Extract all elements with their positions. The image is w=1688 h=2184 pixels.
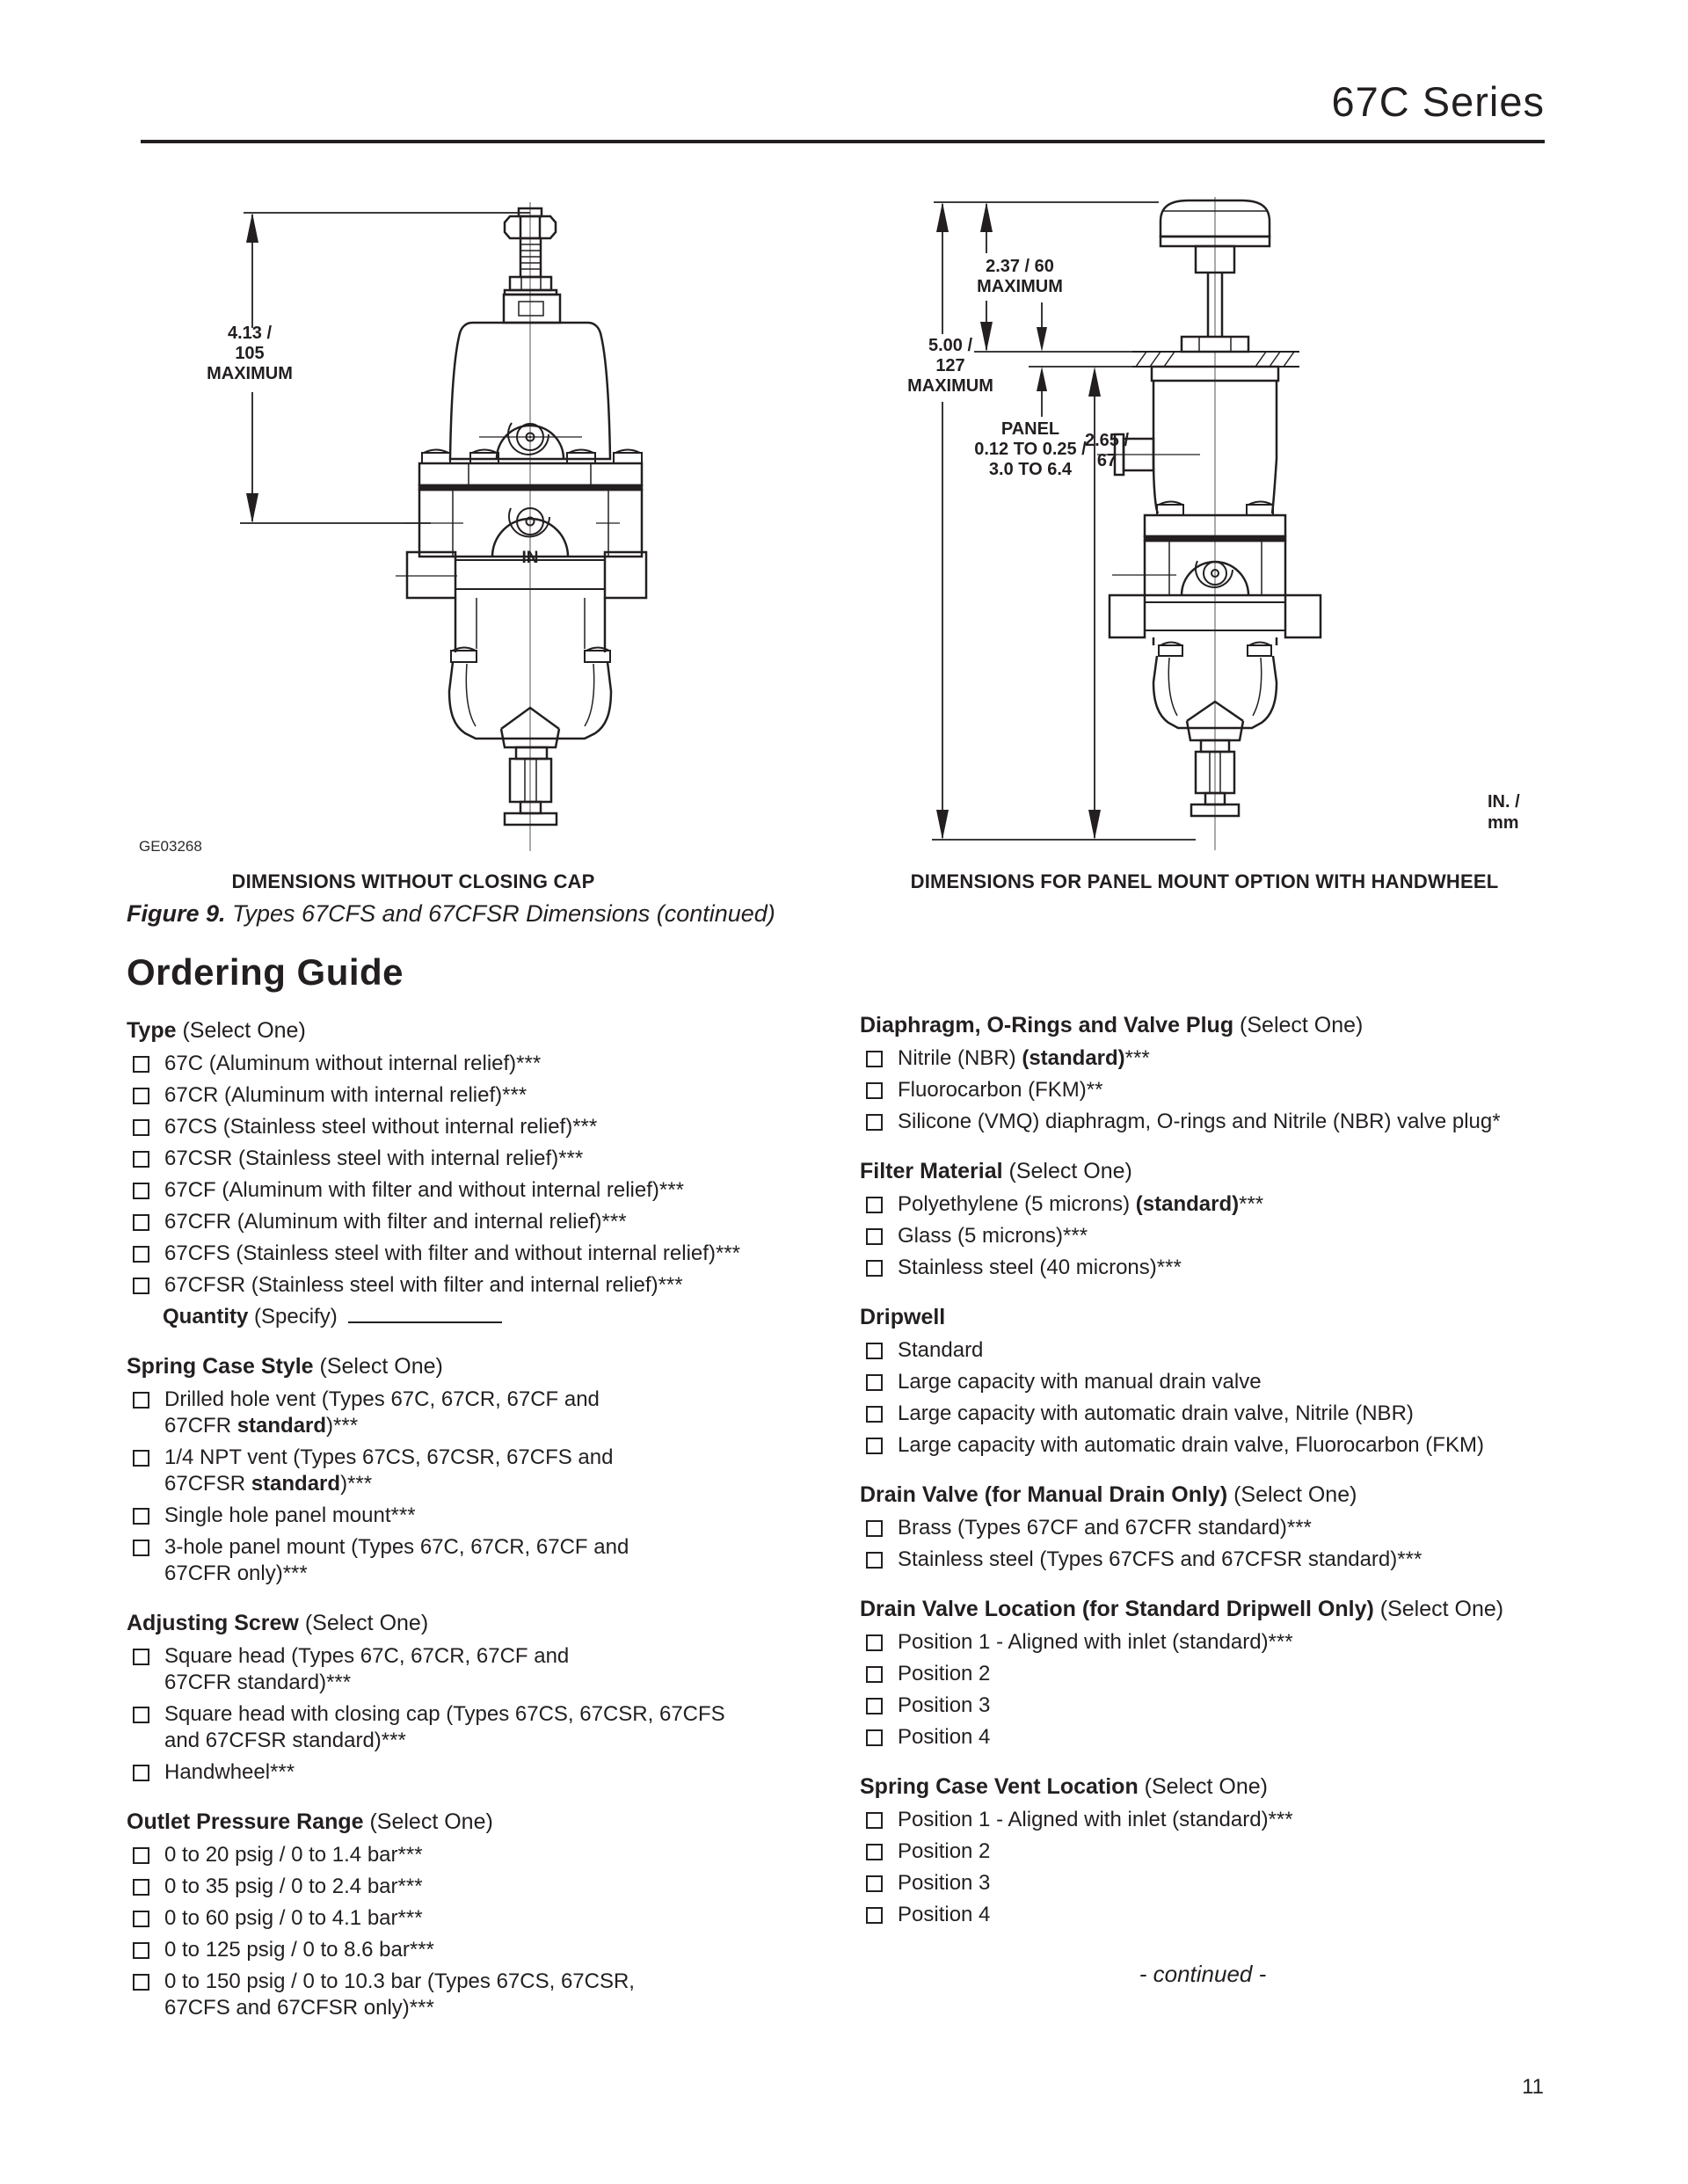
option-checkbox[interactable] — [133, 1392, 149, 1409]
option-checkbox[interactable] — [866, 1374, 883, 1391]
item-text-segment: *** — [1124, 1046, 1150, 1070]
item-text-segment: standard — [251, 1472, 341, 1496]
item-text-segment: 0 to 125 psig / 0 to 8.6 bar*** — [164, 1938, 434, 1962]
page-number: 11 — [1522, 2075, 1544, 2099]
section-filter-material — [860, 1157, 1581, 1284]
continued-note: - continued - — [1139, 1961, 1267, 1987]
item-text-segment: Large capacity with automatic drain valve, Nitrile (NBR) — [898, 1401, 1414, 1425]
option-row — [860, 1867, 1581, 1899]
item-text-segment: Square head (Types 67C, 67CR, 67CF and — [164, 1644, 570, 1668]
option-label — [898, 1515, 1312, 1541]
option-label — [164, 1146, 583, 1172]
section-heading — [860, 1773, 1581, 1801]
option-checkbox[interactable] — [133, 1942, 149, 1959]
option-checkbox[interactable] — [866, 1875, 883, 1892]
option-row — [127, 1238, 839, 1270]
section-heading — [860, 1157, 1581, 1185]
item-text-segment: Single hole panel mount*** — [164, 1503, 416, 1527]
section-title: Diaphragm, O-Rings and Valve Plug — [860, 1013, 1234, 1037]
section-qualifier: (Select One) — [313, 1354, 443, 1379]
option-row — [860, 1189, 1581, 1220]
option-row — [860, 1430, 1581, 1461]
section-qualifier: (Select One) — [298, 1611, 429, 1635]
item-text-segment: Position 4 — [898, 1903, 991, 1926]
option-row — [860, 1836, 1581, 1867]
left-drawing-caption: DIMENSIONS WITHOUT CLOSING CAP — [231, 870, 595, 892]
option-label — [164, 1209, 627, 1235]
option-row — [860, 1544, 1581, 1576]
option-row — [860, 1899, 1581, 1931]
option-label — [164, 1082, 527, 1109]
item-text-segment: Standard — [898, 1338, 984, 1362]
option-checkbox[interactable] — [866, 1812, 883, 1829]
item-text-segment: 0 to 35 psig / 0 to 2.4 bar*** — [164, 1875, 423, 1898]
option-label — [164, 1969, 635, 2021]
option-label — [164, 1445, 613, 1497]
item-text-segment: Nitrile (NBR) — [898, 1046, 1022, 1070]
item-text-segment: Drilled hole vent (Types 67C, 67CR, 67CF and — [164, 1387, 600, 1411]
option-label — [164, 1701, 725, 1754]
item-text-segment: 67CSR (Stainless steel with internal relief)*** — [164, 1147, 584, 1170]
section-heading — [127, 1352, 839, 1380]
section-qualifier: (Select One) — [1373, 1597, 1504, 1621]
option-label — [164, 1177, 684, 1204]
ordering-guide-right-column — [860, 1011, 1581, 1950]
section-qualifier: (Select One) — [363, 1809, 493, 1834]
drawing-panel-mount-handwheel — [897, 195, 1547, 855]
quantity-line — [163, 1301, 839, 1333]
option-row — [860, 1398, 1581, 1430]
item-text-segment: Stainless steel (40 microns)*** — [898, 1256, 1182, 1279]
option-checkbox[interactable] — [133, 1151, 149, 1168]
option-label — [164, 1503, 416, 1529]
item-text-segment: Position 4 — [898, 1725, 991, 1749]
section-title: Dripwell — [860, 1305, 946, 1329]
option-row — [127, 1934, 839, 1966]
option-label — [898, 1432, 1484, 1459]
option-checkbox[interactable] — [133, 1540, 149, 1556]
item-text-segment: Large capacity with manual drain valve — [898, 1370, 1262, 1394]
option-checkbox[interactable] — [866, 1907, 883, 1924]
option-label — [164, 1387, 600, 1439]
option-row — [127, 1143, 839, 1175]
item-text-segment: (standard) — [1022, 1046, 1125, 1070]
item-text-segment: Fluorocarbon (FKM)** — [898, 1078, 1103, 1102]
section-qualifier: (Select One) — [1227, 1482, 1357, 1507]
section-title: Adjusting Screw — [127, 1611, 299, 1635]
section-dripwell — [860, 1303, 1581, 1461]
drawing-without-closing-cap — [141, 200, 668, 855]
option-row — [860, 1804, 1581, 1836]
section-spring-case-vent-location — [860, 1773, 1581, 1931]
item-text-segment: 67CFR (Aluminum with filter and internal relief)*** — [164, 1210, 627, 1234]
item-text-segment: 67C (Aluminum without internal relief)*** — [164, 1052, 542, 1075]
item-text-segment: 67CFR — [164, 1414, 237, 1438]
option-label — [164, 1937, 434, 1963]
page-title: 67C Series — [1331, 78, 1545, 125]
section-type — [127, 1016, 839, 1333]
item-text-segment: and 67CFSR standard)*** — [164, 1729, 406, 1752]
option-checkbox[interactable] — [133, 1847, 149, 1864]
option-row — [127, 1270, 839, 1301]
ordering-guide-left-column — [127, 1016, 839, 2043]
section-heading — [127, 1808, 839, 1836]
option-row — [127, 1903, 839, 1934]
option-checkbox[interactable] — [866, 1051, 883, 1067]
figure-caption-number: Figure 9. — [127, 900, 226, 927]
item-text-segment: 67CR (Aluminum with internal relief)*** — [164, 1083, 528, 1107]
option-label — [898, 1807, 1293, 1833]
option-row — [860, 1335, 1581, 1366]
option-checkbox[interactable] — [133, 1088, 149, 1104]
section-spring-case-style — [127, 1352, 839, 1590]
figure-caption — [127, 900, 775, 928]
option-row — [860, 1722, 1581, 1753]
option-row — [127, 1641, 839, 1699]
section-outlet-pressure-range — [127, 1808, 839, 2024]
drawing-code: GE03268 — [139, 838, 202, 855]
option-row — [127, 1532, 839, 1590]
option-row — [127, 1699, 839, 1757]
section-title: Drain Valve (for Manual Drain Only) — [860, 1482, 1228, 1507]
dim-handwheel-height: 2.37 / 60 MAXIMUM — [977, 257, 1063, 296]
option-label — [898, 1870, 990, 1896]
option-checkbox[interactable] — [866, 1114, 883, 1131]
quantity-blank-field[interactable] — [348, 1307, 502, 1323]
item-text-segment: Square head with closing cap (Types 67CS, 67CSR, 67CFS — [164, 1702, 725, 1726]
item-text-segment: (Specify) — [248, 1305, 344, 1329]
option-label — [898, 1693, 990, 1719]
section-title: Filter Material — [860, 1159, 1003, 1183]
section-title: Outlet Pressure Range — [127, 1809, 364, 1834]
figure-caption-text: Types 67CFS and 67CFSR Dimensions (continued) — [225, 900, 775, 927]
section-drain-valve-location-for-standard-dripwe — [860, 1595, 1581, 1753]
item-text-segment: 67CS (Stainless steel without internal relief)*** — [164, 1115, 598, 1139]
option-checkbox[interactable] — [133, 1649, 149, 1665]
option-checkbox[interactable] — [866, 1228, 883, 1245]
option-row — [127, 1839, 839, 1871]
option-label — [898, 1337, 983, 1364]
option-row — [127, 1500, 839, 1532]
option-row — [860, 1658, 1581, 1690]
option-row — [127, 1048, 839, 1080]
item-text-segment: standard — [236, 1414, 327, 1438]
option-label — [164, 1051, 541, 1077]
item-text-segment: 67CFS (Stainless steel with filter and without internal relief)*** — [164, 1241, 740, 1265]
option-row — [127, 1757, 839, 1788]
option-row — [860, 1690, 1581, 1722]
option-label — [898, 1369, 1262, 1395]
option-row — [127, 1442, 839, 1500]
option-checkbox[interactable] — [866, 1406, 883, 1423]
option-checkbox[interactable] — [866, 1698, 883, 1714]
option-row — [860, 1366, 1581, 1398]
option-row — [127, 1080, 839, 1111]
dim-total-height: 5.00 / 127 MAXIMUM — [907, 336, 993, 396]
right-drawing-caption: DIMENSIONS FOR PANEL MOUNT OPTION WITH HANDWHEEL — [910, 870, 1499, 892]
option-checkbox[interactable] — [866, 1552, 883, 1569]
option-label — [898, 1401, 1414, 1427]
option-checkbox[interactable] — [133, 1056, 149, 1073]
item-text-segment: 67CFSR — [164, 1472, 251, 1496]
section-heading — [860, 1595, 1581, 1623]
option-label — [164, 1759, 295, 1786]
dim-below-panel: 2.65 / 67 — [1084, 431, 1130, 470]
item-text-segment: 1/4 NPT vent (Types 67CS, 67CSR, 67CFS and — [164, 1445, 614, 1469]
item-text-segment: 67CFR standard)*** — [164, 1671, 352, 1694]
item-text-segment: )*** — [326, 1414, 359, 1438]
option-row — [127, 1384, 839, 1442]
item-text-segment: Large capacity with automatic drain valve, Fluorocarbon (FKM) — [898, 1433, 1484, 1457]
item-text-segment: Polyethylene (5 microns) — [898, 1192, 1136, 1216]
option-label — [898, 1191, 1263, 1218]
item-text-segment: Position 1 - Aligned with inlet (standard)*** — [898, 1630, 1293, 1654]
option-checkbox[interactable] — [133, 1974, 149, 1991]
option-checkbox[interactable] — [866, 1343, 883, 1359]
option-label — [898, 1661, 990, 1687]
option-label — [898, 1902, 990, 1928]
item-text-segment: (standard) — [1135, 1192, 1240, 1216]
item-text-segment: Brass (Types 67CF and 67CFR standard)*** — [898, 1516, 1312, 1540]
option-row — [127, 1111, 839, 1143]
section-heading — [860, 1303, 1581, 1331]
option-checkbox[interactable] — [133, 1508, 149, 1525]
option-checkbox[interactable] — [133, 1214, 149, 1231]
option-label — [898, 1109, 1501, 1135]
item-text-segment: Position 2 — [898, 1662, 991, 1685]
section-heading — [127, 1016, 839, 1045]
option-row — [860, 1627, 1581, 1658]
item-text-segment: 67CF (Aluminum with filter and without internal relief)*** — [164, 1178, 684, 1202]
item-text-segment: 67CFS and 67CFSR only)*** — [164, 1996, 434, 2020]
option-row — [860, 1074, 1581, 1106]
option-row — [860, 1106, 1581, 1138]
section-qualifier: (Select One) — [1233, 1013, 1364, 1037]
option-label — [898, 1838, 990, 1865]
option-label — [898, 1724, 990, 1751]
section-qualifier: (Select One) — [1002, 1159, 1132, 1183]
section-heading — [860, 1011, 1581, 1039]
option-label — [898, 1077, 1102, 1103]
option-checkbox[interactable] — [866, 1634, 883, 1651]
item-text-segment: *** — [1239, 1192, 1264, 1216]
item-text-segment: Position 3 — [898, 1871, 991, 1895]
option-checkbox[interactable] — [133, 1707, 149, 1723]
option-row — [127, 1966, 839, 2024]
item-text-segment: Position 2 — [898, 1839, 991, 1863]
option-label — [898, 1629, 1293, 1656]
item-text-segment: Glass (5 microns)*** — [898, 1224, 1088, 1248]
option-checkbox[interactable] — [133, 1119, 149, 1136]
dim-left-height: 4.13 / 105 MAXIMUM — [207, 324, 293, 383]
section-title: Spring Case Style — [127, 1354, 314, 1379]
option-checkbox[interactable] — [866, 1520, 883, 1537]
units-note: IN. / mm — [1488, 792, 1520, 833]
option-checkbox[interactable] — [866, 1666, 883, 1683]
item-text-segment: Handwheel*** — [164, 1760, 295, 1784]
option-row — [860, 1043, 1581, 1074]
option-checkbox[interactable] — [866, 1260, 883, 1277]
item-text-segment: Quantity — [163, 1305, 249, 1329]
section-qualifier: (Select One) — [176, 1018, 306, 1043]
option-checkbox[interactable] — [133, 1278, 149, 1294]
option-label — [898, 1223, 1088, 1249]
item-text-segment: Position 3 — [898, 1693, 991, 1717]
option-row — [127, 1175, 839, 1206]
option-row — [127, 1871, 839, 1903]
option-label — [164, 1643, 569, 1696]
inlet-port-label: IN — [521, 549, 539, 567]
option-label — [164, 1272, 683, 1299]
option-label — [898, 1045, 1150, 1072]
option-label — [898, 1255, 1182, 1281]
option-label — [164, 1905, 423, 1932]
section-heading — [127, 1609, 839, 1637]
item-text-segment: 67CFSR (Stainless steel with filter and internal relief)*** — [164, 1273, 683, 1297]
item-text-segment: 0 to 60 psig / 0 to 4.1 bar*** — [164, 1906, 423, 1930]
option-label — [164, 1114, 597, 1140]
section-title: Spring Case Vent Location — [860, 1774, 1139, 1799]
option-label — [164, 1874, 423, 1900]
item-text-segment: 0 to 150 psig / 0 to 10.3 bar (Types 67CS, 67CSR, — [164, 1969, 635, 1993]
option-checkbox[interactable] — [866, 1197, 883, 1213]
option-checkbox[interactable] — [866, 1438, 883, 1454]
section-diaphragm-o-rings-and-valve-plug — [860, 1011, 1581, 1138]
section-title: Drain Valve Location (for Standard Dripwell Only) — [860, 1597, 1374, 1621]
item-text-segment: )*** — [340, 1472, 373, 1496]
section-qualifier: (Select One) — [1138, 1774, 1269, 1799]
option-checkbox[interactable] — [133, 1246, 149, 1263]
regulator-front-view-drawing — [141, 200, 668, 855]
item-text-segment: Silicone (VMQ) diaphragm, O-rings and Nitrile (NBR) valve plug* — [898, 1110, 1501, 1133]
option-checkbox[interactable] — [866, 1082, 883, 1099]
item-text-segment: 0 to 20 psig / 0 to 1.4 bar*** — [164, 1843, 423, 1867]
option-checkbox[interactable] — [133, 1183, 149, 1199]
header-rule — [141, 140, 1545, 143]
option-label — [164, 1842, 423, 1868]
option-checkbox[interactable] — [133, 1879, 149, 1896]
option-row — [860, 1252, 1581, 1284]
item-text-segment: Stainless steel (Types 67CFS and 67CFSR standard)*** — [898, 1547, 1422, 1571]
section-drain-valve-for-manual-drain-only — [860, 1481, 1581, 1576]
option-row — [127, 1206, 839, 1238]
dim-panel-thickness: PANEL 0.12 TO 0.25 / 3.0 TO 6.4 — [974, 419, 1087, 479]
option-checkbox[interactable] — [133, 1911, 149, 1927]
section-adjusting-screw — [127, 1609, 839, 1788]
option-checkbox[interactable] — [866, 1844, 883, 1860]
option-label — [164, 1534, 629, 1587]
section-heading — [860, 1481, 1581, 1509]
option-row — [860, 1512, 1581, 1544]
option-label — [164, 1241, 740, 1267]
option-label — [898, 1547, 1422, 1573]
option-row — [860, 1220, 1581, 1252]
ordering-guide-heading: Ordering Guide — [127, 951, 404, 993]
option-checkbox[interactable] — [133, 1450, 149, 1467]
option-checkbox[interactable] — [866, 1729, 883, 1746]
item-text-segment: 67CFR only)*** — [164, 1562, 308, 1585]
section-title: Type — [127, 1018, 177, 1043]
item-text-segment: 3-hole panel mount (Types 67C, 67CR, 67CF and — [164, 1535, 629, 1559]
item-text-segment: Position 1 - Aligned with inlet (standard)*** — [898, 1808, 1293, 1831]
option-checkbox[interactable] — [133, 1765, 149, 1781]
